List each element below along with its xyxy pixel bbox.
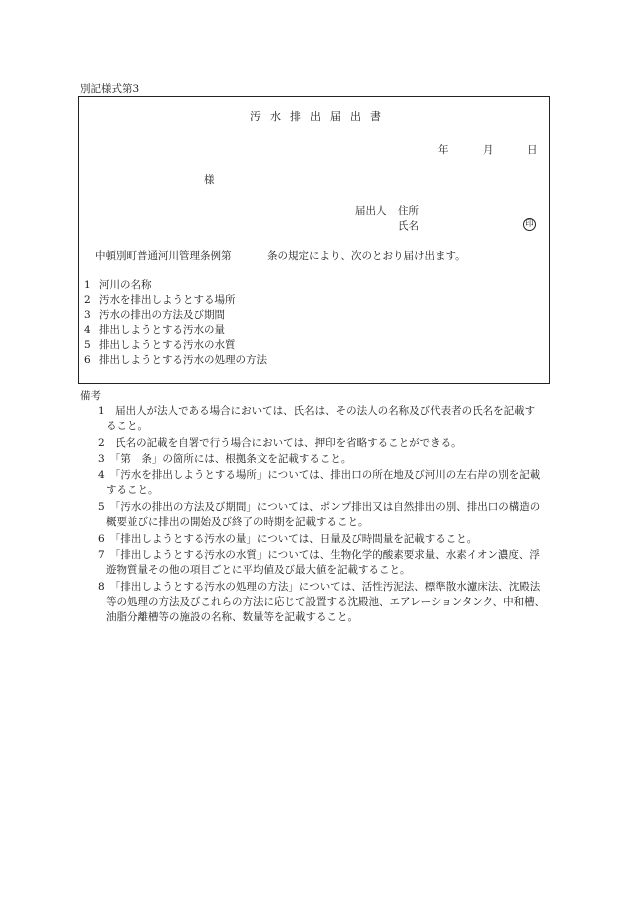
address-label: 住所 bbox=[398, 205, 419, 217]
remark-item-7-line2: 遊物質量その他の項目ごとに平均値及び最大値を記載すること。 bbox=[106, 564, 411, 576]
seal-mark: 印 bbox=[523, 218, 536, 231]
list-item: 3 汚水の排出の方法及び期間 bbox=[84, 309, 225, 321]
statement-text-part2: 条の規定により、次のとおり届け出ます。 bbox=[267, 250, 466, 262]
date-year-label: 年 bbox=[438, 144, 449, 156]
remark-item-8-line3: 油脂分離槽等の施設の名称、数量等を記載すること。 bbox=[106, 611, 358, 623]
remark-item-3: 3 「第 条」の箇所には、根拠条文を記載すること。 bbox=[98, 453, 352, 465]
remark-item-2: 2 氏名の記載を自署で行う場合においては、押印を省略することができる。 bbox=[98, 437, 462, 449]
remark-item-1-line1: 1 届出人が法人である場合においては、氏名は、その法人の名称及び代表者の氏名を記載す bbox=[98, 405, 536, 417]
remark-item-1-line2: ること。 bbox=[106, 420, 148, 432]
remark-item-4-line2: すること。 bbox=[106, 484, 159, 496]
remark-item-5-line2: 概要並びに排出の開始及び終了の時期を記載すること。 bbox=[106, 516, 369, 528]
addressee-suffix: 様 bbox=[204, 174, 215, 186]
remark-item-8-line1: 8 「排出しようとする汚水の処理の方法」については、活性汚泥法、標準散水濾床法、沈殿法 bbox=[98, 581, 541, 593]
name-label: 氏名 bbox=[398, 220, 419, 232]
list-item: 4 排出しようとする汚水の量 bbox=[84, 324, 225, 336]
remark-item-6: 6 「排出しようとする汚水の量」については、日量及び時間量を記載すること。 bbox=[98, 533, 478, 545]
statement-text-part1: 中頓別町普通河川管理条例第 bbox=[95, 250, 232, 262]
list-item: 5 排出しようとする汚水の水質 bbox=[84, 339, 236, 351]
list-item: 2 汚水を排出しようとする場所 bbox=[84, 294, 236, 306]
list-item: 6 排出しようとする汚水の処理の方法 bbox=[84, 354, 267, 366]
remark-item-4-line1: 4 「汚水を排出しようとする場所」については、排出口の所在地及び河川の左右岸の別を記載 bbox=[98, 469, 541, 481]
remarks-heading: 備考 bbox=[80, 390, 101, 402]
notifier-label: 届出人 bbox=[355, 205, 387, 217]
form-number-label: 別記様式第3 bbox=[80, 83, 140, 95]
remark-item-8-line2: 等の処理の方法及びこれらの方法に応じて設置する沈殿池、エアレーションタンク、中和槽、 bbox=[106, 596, 546, 608]
date-month-label: 月 bbox=[483, 144, 494, 156]
remark-item-5-line1: 5 「汚水の排出の方法及び期間」については、ポンプ排出又は自然排出の別、排出口の構造の bbox=[98, 501, 541, 513]
list-item: 1 河川の名称 bbox=[84, 279, 152, 291]
date-day-label: 日 bbox=[527, 144, 538, 156]
remark-item-7-line1: 7 「排出しようとする汚水の水質」については、生物化学的酸素要求量、水素イオン濃度、浮 bbox=[98, 549, 540, 561]
document-title: 汚水排出届出書 bbox=[250, 110, 390, 123]
